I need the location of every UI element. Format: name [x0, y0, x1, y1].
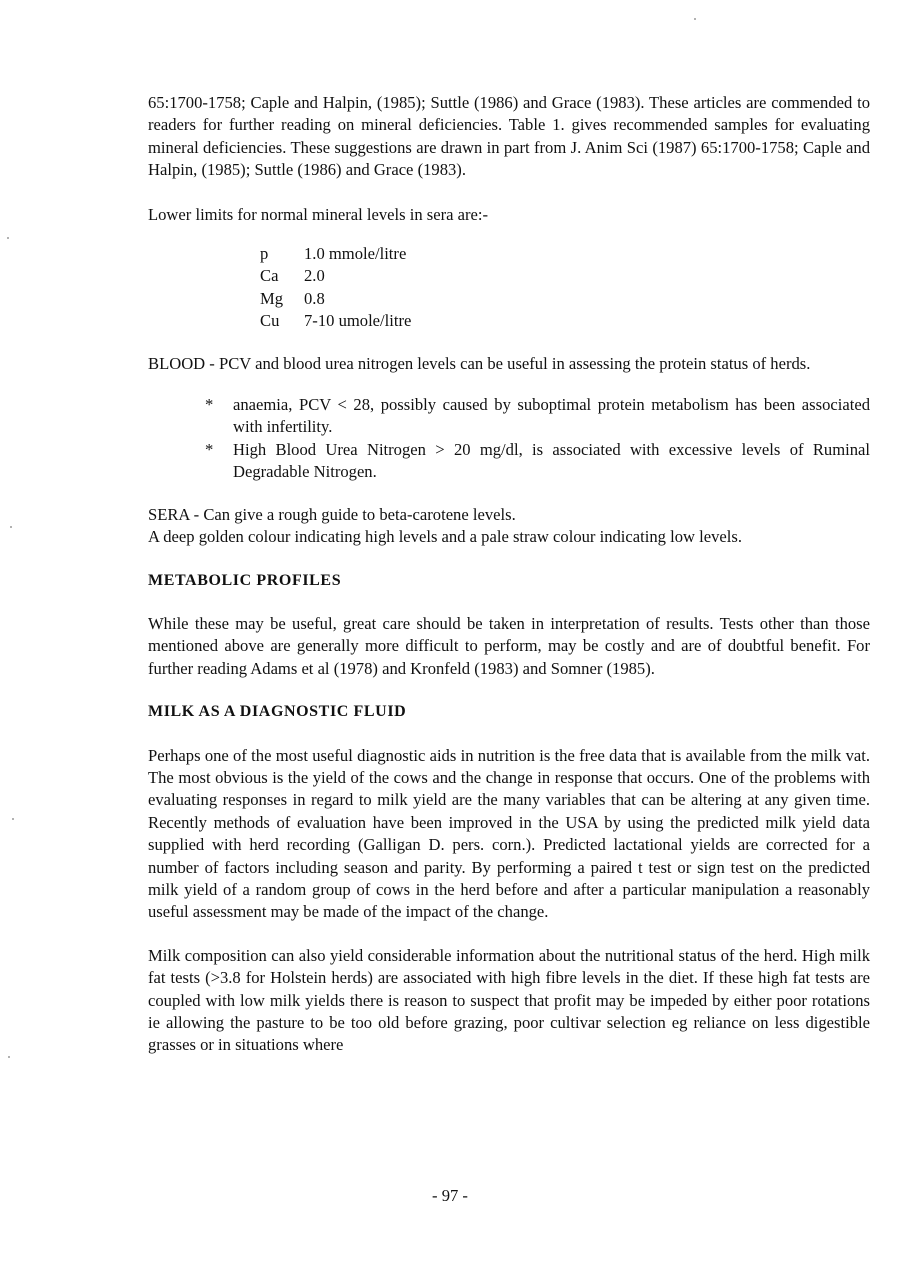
mineral-symbol: Mg: [260, 288, 284, 308]
blood-paragraph: BLOOD - PCV and blood urea nitrogen levels can be useful in assessing the protein status of herds.: [148, 353, 811, 373]
scan-speck: [8, 1056, 10, 1058]
mineral-value: 2.0: [304, 266, 325, 286]
mineral-symbol: Ca: [260, 266, 279, 286]
bullet-anaemia: [205, 394, 870, 439]
mineral-row-p: [260, 243, 411, 265]
page-number: - 97 -: [432, 1186, 468, 1205]
scan-speck: [694, 18, 696, 20]
sera-line-1: SERA - Can give a rough guide to beta-carotene levels.: [148, 504, 516, 524]
mineral-value: 0.8: [304, 288, 325, 308]
mineral-row-mg: [260, 288, 411, 310]
metabolic-paragraph: While these may be useful, great care should be taken in interpretation of results. Tests other than those mentioned above are generally more difficult to perform, may be costly and are of doubtful benefit. For further reading Adams et al (1978) and Kronfeld (1983) and Somner (1985).: [148, 613, 870, 678]
bullet-text: High Blood Urea Nitrogen > 20 mg/dl, is associated with excessive levels of Ruminal Degradable Nitrogen.: [233, 439, 870, 482]
milk-paragraph-2: Milk composition can also yield considerable information about the nutritional status of the herd. High milk fat tests (>3.8 for Holstein herds) are associated with high fibre levels in the diet. If these high fat tests are coupled with low milk yields there is reason to suspect that profit may be impeded by either poor rotations ie allowing the pasture to be too old before grazing, poor cultivar selection eg reliance on less digestible grasses or in situations where: [148, 945, 870, 1055]
mineral-row-cu: [260, 310, 411, 332]
sera-line-2: A deep golden colour indicating high levels and a pale straw colour indicating low levels.: [148, 527, 742, 547]
milk-paragraph-1: Perhaps one of the most useful diagnostic aids in nutrition is the free data that is available from the milk vat. The most obvious is the yield of the cows and the change in response that occurs. One of the problems with evaluating responses in regard to milk yield are the many variables that can be altering at any given time. Recently methods of evaluation have been improved in the USA by using the predicted milk yield data supplied with herd recording (Galligan D. pers. corn.). Predicted lactational yields are corrected for a number of factors including season and parity. By performing a paired t test or sign test on the predicted milk yield of a random group of cows in the herd before and after a particular manipulation a reasonably useful assessment may be made of the impact of the change.: [148, 745, 870, 922]
mineral-symbol: p: [260, 244, 269, 264]
intro-paragraph: 65:1700-1758; Caple and Halpin, (1985); Suttle (1986) and Grace (1983). These articles are commended to readers for further reading on mineral deficiencies. Table 1. gives recommended samples for evaluating mineral deficiencies. These suggestions are drawn in part from J. Anim Sci (1987) 65:1700-1758; Caple and Halpin, (1985); Suttle (1986) and Grace (1983).: [148, 93, 870, 180]
bullet-asterisk: *: [205, 439, 214, 459]
document-page: [148, 92, 870, 1057]
mineral-limits-table: [260, 243, 411, 333]
lower-limits-intro: Lower limits for normal mineral levels in sera are:-: [148, 204, 489, 224]
bullet-urea-nitrogen: [205, 439, 870, 484]
mineral-value: 7-10 umole/litre: [304, 311, 412, 331]
metabolic-profiles-heading: METABOLIC PROFILES: [148, 571, 342, 589]
scan-speck: [12, 818, 14, 820]
milk-diagnostic-heading: MILK AS A DIAGNOSTIC FLUID: [148, 703, 407, 721]
bullet-text: anaemia, PCV < 28, possibly caused by suboptimal protein metabolism has been associated with infertility.: [233, 395, 870, 437]
mineral-symbol: Cu: [260, 311, 280, 331]
bullet-asterisk: *: [205, 395, 214, 415]
blood-bullet-list: [205, 394, 870, 484]
mineral-row-ca: [260, 265, 411, 287]
mineral-value: 1.0 mmole/litre: [304, 244, 407, 264]
scan-speck: [10, 526, 12, 528]
scan-speck: [7, 237, 9, 239]
